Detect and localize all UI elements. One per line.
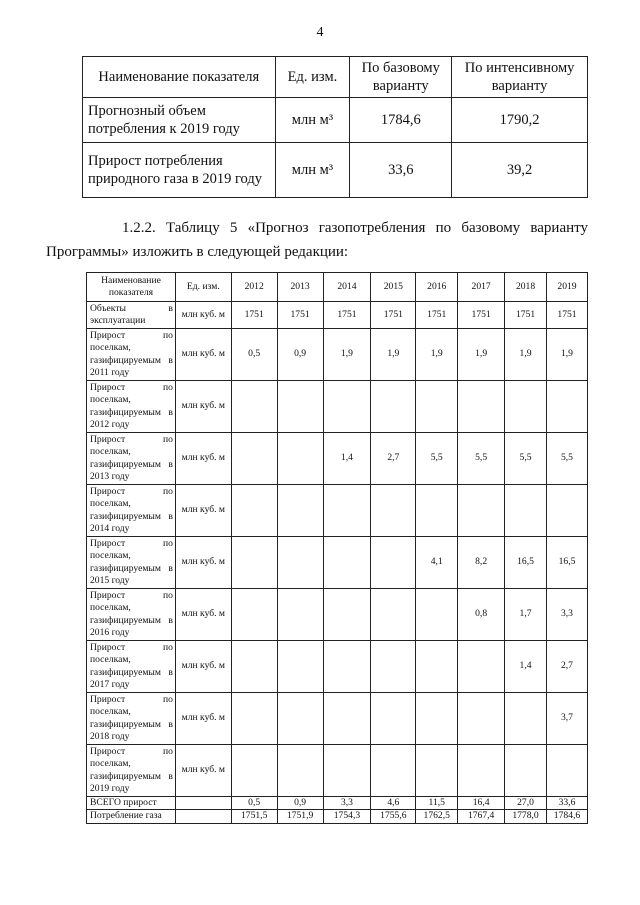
forecast-row [87,328,588,380]
forecast-row [87,484,588,536]
forecast-row-unit: млн куб. м [175,744,231,796]
forecast-cell [277,432,323,484]
forecast-cell [323,484,371,536]
year-header: 2018 [505,273,547,302]
forecast-cell [505,744,547,796]
forecast-cell [323,692,371,744]
summary-cell: 16,4 [458,796,505,809]
year-header: 2013 [277,273,323,302]
forecast-cell [277,380,323,432]
forecast-cell: 5,5 [458,432,505,484]
forecast-cell [323,640,371,692]
summary-row-unit: млн м³ [275,98,350,143]
year-header: 2019 [546,273,587,302]
summary-cell: 0,5 [231,796,277,809]
forecast-cell [277,692,323,744]
summary-row-name: Прогнозный объем потребления к 2019 году [83,98,276,143]
summary-table [82,56,588,198]
forecast-cell [231,536,277,588]
forecast-cell: 1751 [546,302,587,329]
forecast-cell [416,640,458,692]
summary-cell: 11,5 [416,796,458,809]
page-number: 4 [316,25,324,40]
forecast-header-row [87,273,588,302]
forecast-cell: 1751 [458,302,505,329]
forecast-cell [416,744,458,796]
summary-cell: 27,0 [505,796,547,809]
forecast-row-name: Прирост по поселкам, газифицируемым в 2014 году [87,484,176,536]
forecast-row-name: Прирост по поселкам, газифицируемым в 2015 году [87,536,176,588]
forecast-cell [416,380,458,432]
forecast-row-name: Прирост по поселкам, газифицируемым в 2011 году [87,328,176,380]
forecast-row-name: Прирост по поселкам, газифицируемым в 2017 году [87,640,176,692]
forecast-cell: 3,7 [546,692,587,744]
forecast-row-unit: млн куб. м [175,328,231,380]
forecast-row [87,692,588,744]
forecast-row [87,302,588,329]
year-header: 2015 [371,273,416,302]
forecast-total-row [87,796,588,809]
summary-row [83,98,588,143]
forecast-cell: 5,5 [416,432,458,484]
summary-cell: 1784,6 [546,810,587,823]
forecast-cell [416,484,458,536]
forecast-row-name: Прирост по поселкам, газифицируемым в 2016 году [87,588,176,640]
empty-unit-cell [175,796,231,809]
forecast-cell [371,484,416,536]
forecast-row-unit: млн куб. м [175,692,231,744]
summary-row [83,143,588,198]
forecast-row-name: Прирост по поселкам, газифицируемым в 2013 году [87,432,176,484]
year-header: 2017 [458,273,505,302]
forecast-cell: 16,5 [546,536,587,588]
forecast-cell [277,536,323,588]
summary-row-intensive: 1790,2 [452,98,588,143]
summary-cell: 0,9 [277,796,323,809]
forecast-cell [458,744,505,796]
summary-row-name: Прирост потребления природного газа в 2019 году [83,143,276,198]
forecast-cell: 2,7 [546,640,587,692]
forecast-row [87,640,588,692]
forecast-cell: 1751 [277,302,323,329]
summary-cell: 1755,6 [371,810,416,823]
forecast-row [87,536,588,588]
forecast-cell: 0,9 [277,328,323,380]
summary-row-base: 1784,6 [350,98,452,143]
forecast-cell: 3,3 [546,588,587,640]
forecast-cell: 5,5 [505,432,547,484]
forecast-cell [416,588,458,640]
forecast-cell [458,692,505,744]
forecast-cell [505,484,547,536]
forecast-cell [231,484,277,536]
summary-cell: 4,6 [371,796,416,809]
forecast-cell: 0,8 [458,588,505,640]
forecast-cell [458,640,505,692]
year-header: 2016 [416,273,458,302]
forecast-row-name: Прирост по поселкам, газифицируемым в 2012 году [87,380,176,432]
forecast-cell [277,640,323,692]
forecast-cell [323,380,371,432]
forecast-cell [231,380,277,432]
forecast-row-unit: млн куб. м [175,302,231,329]
forecast-cell [371,536,416,588]
forecast-cell: 1,9 [416,328,458,380]
forecast-cell [371,640,416,692]
forecast-cell [371,380,416,432]
forecast-cell: 1,4 [505,640,547,692]
summary-header-row [83,57,588,98]
forecast-cell: 0,5 [231,328,277,380]
forecast-table [86,272,588,824]
forecast-cell: 1,9 [458,328,505,380]
forecast-row [87,588,588,640]
amendment-paragraph [46,216,588,264]
forecast-cell: 1,7 [505,588,547,640]
forecast-cell [546,484,587,536]
forecast-cell [231,692,277,744]
forecast-cell: 1,9 [505,328,547,380]
summary-cell: 1754,3 [323,810,371,823]
summary-label: Потребление газа [87,810,176,823]
forecast-cell: 4,1 [416,536,458,588]
forecast-cell: 1751 [231,302,277,329]
header-unit: Ед. изм. [175,273,231,302]
forecast-row [87,380,588,432]
forecast-row-unit: млн куб. м [175,432,231,484]
summary-cell: 3,3 [323,796,371,809]
paragraph-line-1: 1.2.2. Таблицу 5 «Прогноз газопотребления по базовому варианту [122,220,588,236]
forecast-cell: 16,5 [505,536,547,588]
forecast-cell: 1,9 [323,328,371,380]
forecast-row-unit: млн куб. м [175,640,231,692]
year-header: 2012 [231,273,277,302]
forecast-cell [231,640,277,692]
forecast-cell [277,484,323,536]
forecast-cell [505,692,547,744]
forecast-row-name: Прирост по поселкам, газифицируемым в 2018 году [87,692,176,744]
forecast-cell: 1,4 [323,432,371,484]
forecast-cell [505,380,547,432]
summary-cell: 1751,9 [277,810,323,823]
summary-label: ВСЕГО прирост [87,796,176,809]
forecast-row-name: Прирост по поселкам, газифицируемым в 2019 году [87,744,176,796]
paragraph-line-2: Программы» изложить в следующей редакции: [46,244,349,260]
summary-cell: 1767,4 [458,810,505,823]
header-indicator: Наименование показателя [83,57,276,98]
forecast-consumption-row [87,810,588,823]
summary-cell: 1751,5 [231,810,277,823]
forecast-cell: 5,5 [546,432,587,484]
summary-row-base: 33,6 [350,143,452,198]
forecast-cell [323,744,371,796]
forecast-row-unit: млн куб. м [175,380,231,432]
forecast-row-unit: млн куб. м [175,588,231,640]
forecast-cell [231,588,277,640]
forecast-cell [231,744,277,796]
forecast-cell: 1751 [416,302,458,329]
header-name: Наименование показателя [87,273,176,302]
header-unit: Ед. изм. [275,57,350,98]
forecast-cell [546,380,587,432]
header-intensive: По интенсивному варианту [452,57,588,98]
forecast-cell [323,588,371,640]
summary-cell: 33,6 [546,796,587,809]
forecast-row-name: Объекты в эксплуатации [87,302,176,329]
summary-cell: 1762,5 [416,810,458,823]
forecast-cell [277,588,323,640]
year-header: 2014 [323,273,371,302]
forecast-cell [371,588,416,640]
forecast-cell: 1,9 [546,328,587,380]
summary-cell: 1778,0 [505,810,547,823]
forecast-cell: 1,9 [371,328,416,380]
forecast-cell [277,744,323,796]
summary-row-intensive: 39,2 [452,143,588,198]
forecast-cell [371,692,416,744]
forecast-cell [371,744,416,796]
forecast-cell: 1751 [323,302,371,329]
forecast-cell [458,484,505,536]
header-base: По базовому варианту [350,57,452,98]
forecast-cell [458,380,505,432]
forecast-cell [546,744,587,796]
forecast-row [87,432,588,484]
forecast-cell [323,536,371,588]
forecast-row-unit: млн куб. м [175,536,231,588]
forecast-row [87,744,588,796]
forecast-row-unit: млн куб. м [175,484,231,536]
empty-unit-cell [175,810,231,823]
forecast-cell [416,692,458,744]
forecast-cell: 1751 [505,302,547,329]
summary-row-unit: млн м³ [275,143,350,198]
forecast-cell: 2,7 [371,432,416,484]
forecast-cell [231,432,277,484]
forecast-cell: 1751 [371,302,416,329]
forecast-cell: 8,2 [458,536,505,588]
